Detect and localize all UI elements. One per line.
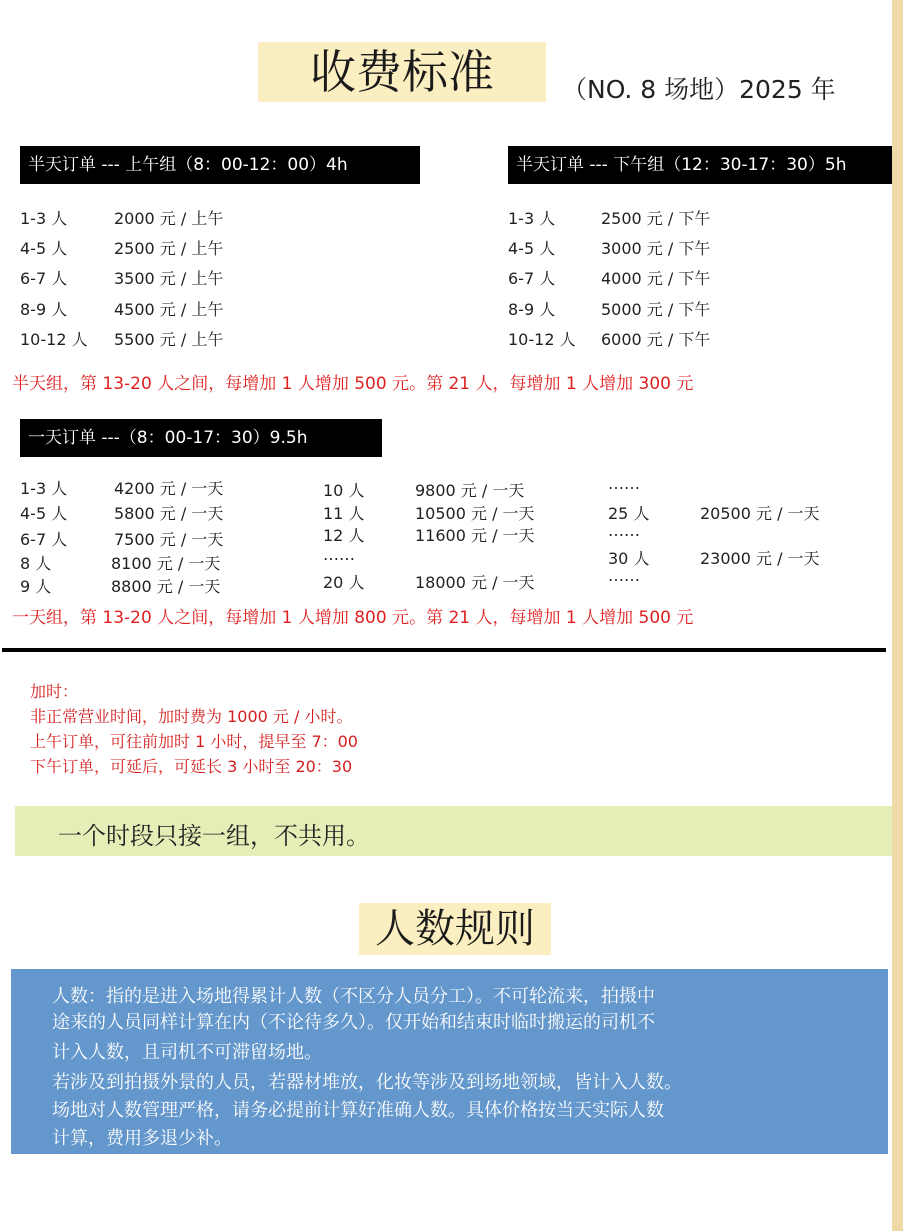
rules-line: 计算，费用多退少补。 [52, 1128, 232, 1149]
full-day-price: 4200 元 / 一天 [114, 479, 224, 498]
full-day-people: 10 人 [323, 481, 365, 500]
section-divider [2, 648, 886, 652]
rules-line: 计入人数，且司机不可滞留场地。 [52, 1042, 322, 1063]
morning-price: 2000 元 / 上午 [114, 209, 224, 228]
full-day-people: 1-3 人 [20, 479, 68, 498]
side-strip [892, 0, 903, 1231]
rules-line: 若涉及到拍摄外景的人员，若器材堆放，化妆等涉及到场地领域，皆计入人数。 [52, 1072, 682, 1093]
morning-people: 8-9 人 [20, 300, 68, 319]
full-day-price: 8800 元 / 一天 [111, 577, 221, 596]
morning-price: 2500 元 / 上午 [114, 239, 224, 258]
slot-note: 一个时段只接一组，不共用。 [58, 822, 370, 850]
morning-price: 3500 元 / 上午 [114, 269, 224, 288]
overtime-line: 下午订单，可延后，可延长 3 小时至 20：30 [30, 757, 353, 776]
overtime-line: 非正常营业时间，加时费为 1000 元 / 小时。 [30, 707, 353, 726]
full-day-ellipsis: …… [608, 521, 640, 540]
page-subtitle: （NO. 8 场地）2025 年 [562, 75, 836, 104]
full-day-people: 6-7 人 [20, 530, 68, 549]
morning-people: 1-3 人 [20, 209, 68, 228]
rules-line: 场地对人数管理严格，请务必提前计算好准确人数。具体价格按当天实际人数 [52, 1100, 664, 1121]
full-day-price: 11600 元 / 一天 [415, 526, 535, 545]
rules-title: 人数规则 [375, 906, 535, 952]
full-day-people: 30 人 [608, 549, 650, 568]
full-day-price: 9800 元 / 一天 [415, 481, 525, 500]
full-day-people: 4-5 人 [20, 504, 68, 523]
full-day-price: 18000 元 / 一天 [415, 573, 535, 592]
half-day-surcharge-note: 半天组，第 13-20 人之间，每增加 1 人增加 500 元。第 21 人，每增加 1 人增加 300 元 [12, 374, 694, 394]
afternoon-people: 1-3 人 [508, 209, 556, 228]
full-day-ellipsis: …… [323, 545, 355, 564]
full-day-ellipsis: …… [608, 474, 640, 493]
full-day-surcharge-note: 一天组，第 13-20 人之间，每增加 1 人增加 800 元。第 21 人，每增加 1 人增加 500 元 [12, 608, 694, 628]
full-day-header-bar: 一天订单 ---（8：00-17：30）9.5h [20, 419, 382, 457]
rules-line: 途来的人员同样计算在内（不论待多久）。仅开始和结束时临时搬运的司机不 [52, 1012, 655, 1033]
full-day-people: 8 人 [20, 554, 52, 573]
afternoon-header-bar: 半天订单 --- 下午组（12：30-17：30）5h [508, 146, 892, 184]
full-day-people: 25 人 [608, 504, 650, 523]
afternoon-price: 2500 元 / 下午 [601, 209, 711, 228]
morning-header-bar: 半天订单 --- 上午组（8：00-12：00）4h [20, 146, 420, 184]
full-day-price: 23000 元 / 一天 [700, 549, 820, 568]
afternoon-people: 10-12 人 [508, 330, 576, 349]
rules-line: 人数：指的是进入场地得累计人数（不区分人员分工）。不可轮流来，拍摄中 [52, 986, 655, 1007]
full-day-people: 9 人 [20, 577, 52, 596]
overtime-heading: 加时： [30, 682, 79, 701]
afternoon-price: 3000 元 / 下午 [601, 239, 711, 258]
full-day-people: 11 人 [323, 504, 365, 523]
full-day-price: 10500 元 / 一天 [415, 504, 535, 523]
page-title: 收费标准 [310, 45, 494, 99]
afternoon-people: 6-7 人 [508, 269, 556, 288]
full-day-people: 20 人 [323, 573, 365, 592]
full-day-price: 7500 元 / 一天 [114, 530, 224, 549]
overtime-line: 上午订单，可往前加时 1 小时，提早至 7：00 [30, 732, 358, 751]
morning-price: 4500 元 / 上午 [114, 300, 224, 319]
afternoon-price: 6000 元 / 下午 [601, 330, 711, 349]
afternoon-price: 4000 元 / 下午 [601, 269, 711, 288]
morning-price: 5500 元 / 上午 [114, 330, 224, 349]
full-day-price: 20500 元 / 一天 [700, 504, 820, 523]
full-day-price: 8100 元 / 一天 [111, 554, 221, 573]
full-day-price: 5800 元 / 一天 [114, 504, 224, 523]
morning-people: 6-7 人 [20, 269, 68, 288]
afternoon-people: 4-5 人 [508, 239, 556, 258]
full-day-ellipsis: …… [608, 566, 640, 585]
full-day-people: 12 人 [323, 526, 365, 545]
morning-people: 10-12 人 [20, 330, 88, 349]
afternoon-price: 5000 元 / 下午 [601, 300, 711, 319]
afternoon-people: 8-9 人 [508, 300, 556, 319]
morning-people: 4-5 人 [20, 239, 68, 258]
